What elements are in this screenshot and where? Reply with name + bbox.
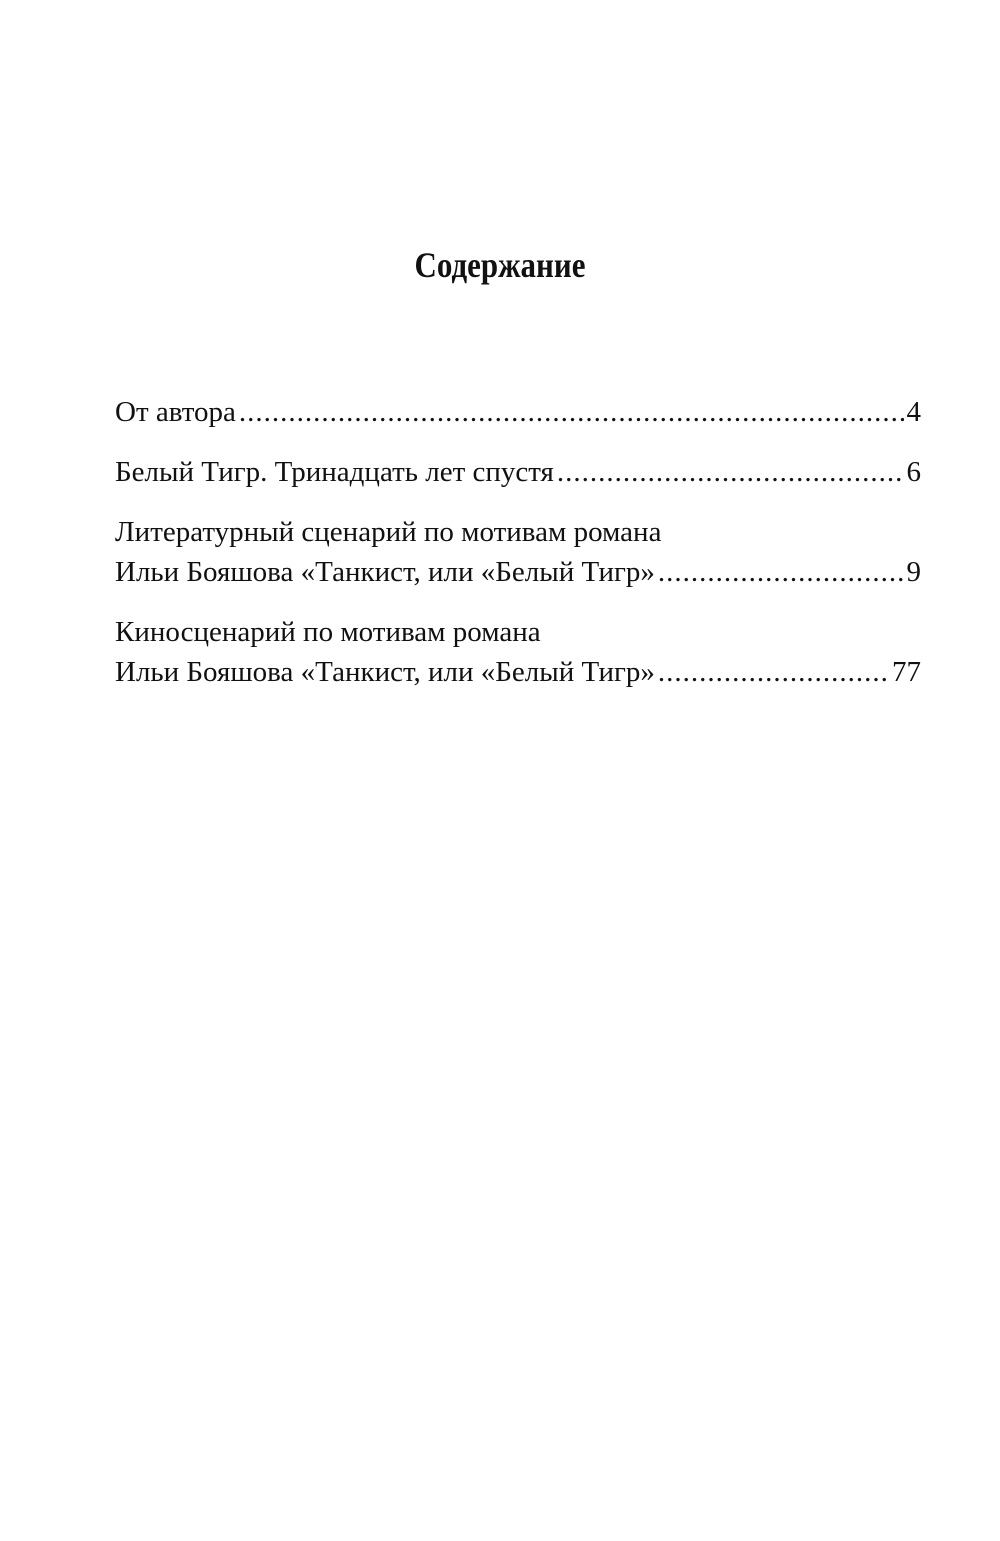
entry-title-line-2: Ильи Бояшова «Танкист, или «Белый Тигр» [115, 556, 655, 588]
toc-entry-from-author [115, 392, 921, 432]
entry-page: 77 [892, 656, 921, 688]
table-of-contents [115, 392, 921, 712]
dot-leader [658, 652, 889, 692]
entry-title-line-1: Литературный сценарий по мотивам романа [115, 516, 662, 548]
toc-entry-film-script [115, 612, 921, 692]
entry-title: От автора [115, 396, 236, 428]
entry-title: Белый Тигр. Тринадцать лет спустя [115, 456, 554, 488]
entry-title-line-1: Киносценарий по мотивам романа [115, 616, 541, 648]
toc-entry-white-tiger-13-years [115, 452, 921, 492]
entry-title-line-2: Ильи Бояшова «Танкист, или «Белый Тигр» [115, 656, 655, 688]
dot-leader [239, 392, 904, 432]
dot-leader [658, 552, 904, 592]
toc-entry-literary-script [115, 512, 921, 592]
entry-page: 9 [906, 556, 921, 588]
dot-leader [557, 452, 904, 492]
entry-page: 4 [906, 396, 921, 428]
page-title: Содержание [414, 245, 586, 285]
entry-page: 6 [906, 456, 921, 488]
